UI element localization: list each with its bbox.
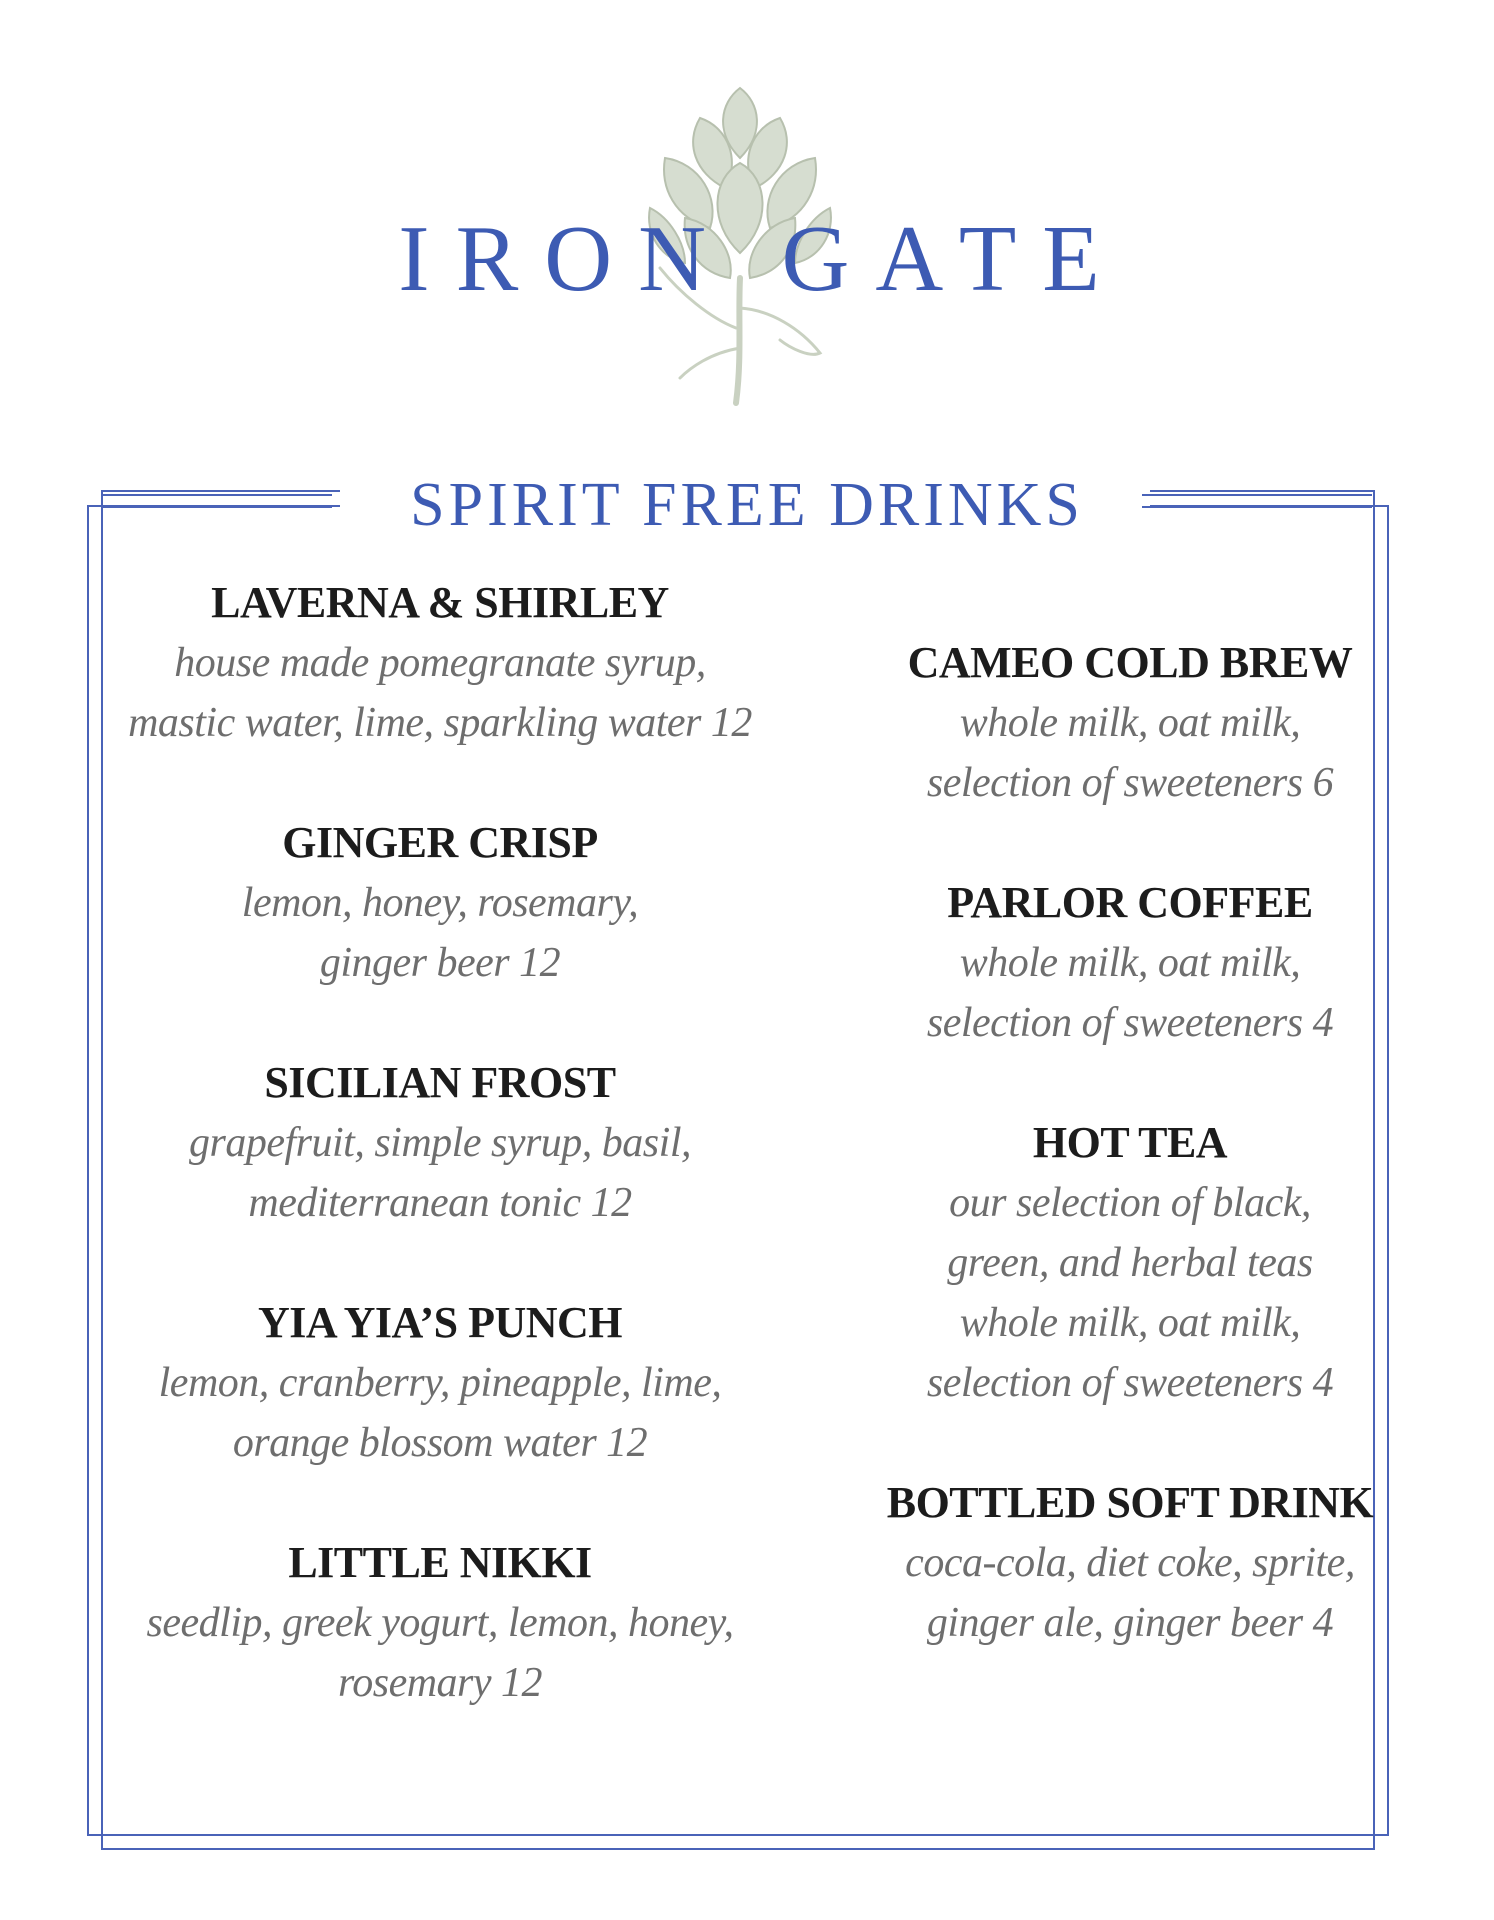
item-desc: house made pomegranate syrup, [174, 640, 706, 686]
item-desc: rosemary 12 [337, 1660, 543, 1706]
item-desc: green, and herbal teas [947, 1240, 1313, 1286]
item-desc: selection of sweeteners 6 [926, 760, 1334, 806]
item-desc: mediterranean tonic 12 [248, 1180, 632, 1226]
item-desc: seedlip, greek yogurt, lemon, honey, [146, 1600, 734, 1646]
menu-item [860, 633, 1400, 813]
menu-item [110, 1293, 770, 1473]
item-desc: our selection of black, [949, 1180, 1311, 1226]
item-desc: orange blossom water 12 [232, 1420, 648, 1466]
menu-item [110, 573, 770, 753]
item-desc: whole milk, oat milk, [959, 940, 1301, 986]
menu-item [110, 1053, 770, 1233]
section-title: SPIRIT FREE DRINKS [410, 471, 1084, 539]
item-desc: selection of sweeteners 4 [926, 1000, 1334, 1046]
item-desc: selection of sweeteners 4 [926, 1360, 1334, 1406]
brand-title: IRON GATE [398, 207, 1126, 311]
item-name: SICILIAN FROST [264, 1058, 616, 1107]
item-desc: mastic water, lime, sparkling water 12 [128, 700, 752, 746]
item-desc: lemon, cranberry, pineapple, lime, [158, 1360, 722, 1406]
item-desc: grapefruit, simple syrup, basil, [188, 1120, 691, 1166]
item-name: LITTLE NIKKI [288, 1538, 592, 1587]
item-desc: ginger ale, ginger beer 4 [926, 1600, 1334, 1646]
item-desc: ginger beer 12 [319, 940, 561, 986]
item-desc: whole milk, oat milk, [959, 1300, 1301, 1346]
menu-item [860, 1473, 1400, 1653]
item-desc: coca-cola, diet coke, sprite, [905, 1540, 1355, 1586]
item-desc: whole milk, oat milk, [959, 700, 1301, 746]
item-name: CAMEO COLD BREW [907, 638, 1353, 687]
item-name: PARLOR COFFEE [947, 878, 1313, 927]
menu-item [860, 1113, 1400, 1413]
right-column [860, 633, 1400, 1713]
item-name: LAVERNA & SHIRLEY [211, 578, 669, 627]
item-name: YIA YIA’S PUNCH [257, 1298, 623, 1347]
menu-item [860, 873, 1400, 1053]
left-column [110, 573, 770, 1773]
item-name: GINGER CRISP [282, 818, 598, 867]
item-desc: lemon, honey, rosemary, [241, 880, 639, 926]
menu-item [110, 813, 770, 993]
menu-item [110, 1533, 770, 1713]
item-name: HOT TEA [1032, 1118, 1228, 1167]
item-name: BOTTLED SOFT DRINK [886, 1478, 1374, 1527]
